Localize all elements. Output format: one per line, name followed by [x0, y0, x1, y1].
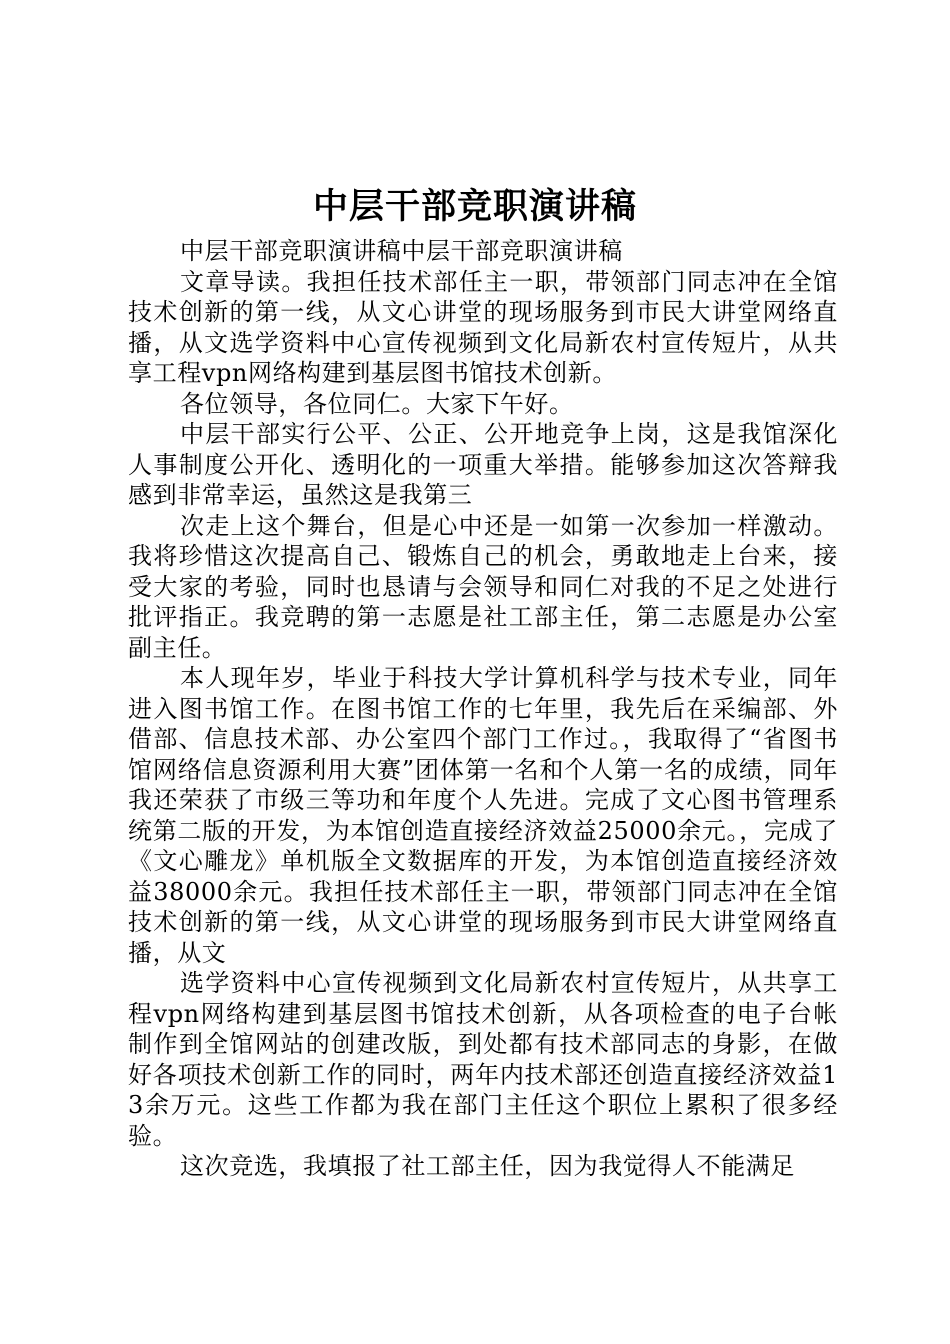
paragraph: 本人现年岁，毕业于科技大学计算机科学与技术专业，同年进入图书馆工作。在图书馆工作的七年里，我先后在采编部、外借部、信息技术部、办公室四个部门工作过。，我取得了“省图书馆网络信息资源利用大赛”团体第一名和个人第一名的成绩，同年我还荣获了市级三等功和年度个人先进。完成了文心图书管理系统第二版的开发，为本馆创造直接经济效益25000余元。，完成了《文心雕龙》单机版全文数据库的开发，为本馆创造直接经济效益38000余元。我担任技术部任主一职，带领部门同志冲在全馆技术创新的第一线，从文心讲堂的现场服务到市民大讲堂网络直播，从文	[128, 664, 838, 967]
paragraph: 这次竞选，我填报了社工部主任，因为我觉得人不能满足	[180, 1152, 795, 1180]
paragraph: 文章导读。我担任技术部任主一职，带领部门同志冲在全馆技术创新的第一线，从文心讲堂的现场服务到市民大讲堂网络直播，从文选学资料中心宣传视频到文化局新农村宣传短片，从共享工程vpn网络构建到基层图书馆技术创新。	[128, 267, 838, 387]
paragraph: 中层干部实行公平、公正、公开地竞争上岗，这是我馆深化人事制度公开化、透明化的一项重大举措。能够参加这次答辩我感到非常幸运，虽然这是我第三	[128, 420, 838, 509]
paragraph: 各位领导，各位同仁。大家下午好。	[180, 389, 574, 418]
document-title: 中层干部竞职演讲稿	[312, 186, 637, 227]
document-body	[128, 236, 838, 1182]
paragraph: 选学资料中心宣传视频到文化局新农村宣传短片，从共享工程vpn网络构建到基层图书馆技术创新，从各项检查的电子台帐制作到全馆网站的创建改版，到处都有技术部同志的身影，在做好各项技术创新工作的同时，两年内技术部还创造直接经济效益13余万元。这些工作都为我在部门主任这个职位上累积了很多经验。	[128, 969, 838, 1150]
paragraph: 次走上这个舞台，但是心中还是一如第一次参加一样激动。我将珍惜这次提高自己、锻炼自己的机会，勇敢地走上台来，接受大家的考验，同时也恳请与会领导和同仁对我的不足之处进行批评指正。我竞聘的第一志愿是社工部主任，第二志愿是办公室副主任。	[128, 511, 838, 662]
paragraph: 中层干部竞职演讲稿中层干部竞职演讲稿	[180, 237, 623, 265]
